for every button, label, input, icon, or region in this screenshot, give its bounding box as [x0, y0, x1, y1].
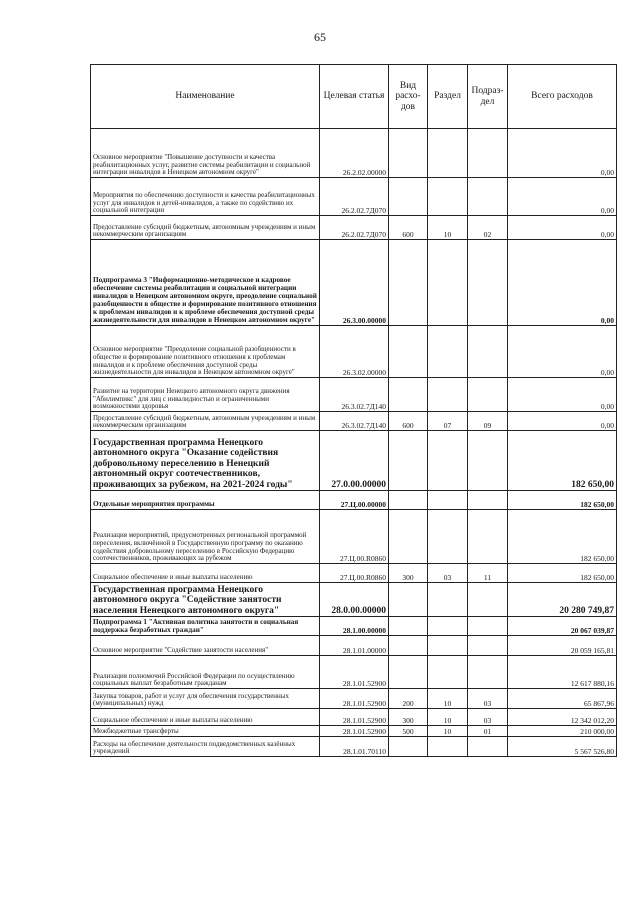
- table-row: [91, 564, 617, 583]
- table-row: [91, 412, 617, 431]
- row-total: 0,00: [508, 129, 617, 178]
- row-name: Социальное обеспечение и иные выплаты населению: [91, 564, 320, 583]
- row-subsection: [468, 583, 508, 617]
- row-total: 182 650,00: [508, 431, 617, 491]
- row-expense-type: [389, 378, 428, 412]
- row-expense-type: 300: [389, 564, 428, 583]
- row-section: [428, 636, 468, 656]
- row-target-article: 27.Ц.00.R0860: [320, 564, 389, 583]
- row-target-article: 28.1.01.70110: [320, 737, 389, 757]
- row-subsection: 01: [468, 726, 508, 737]
- row-total: 210 000,00: [508, 726, 617, 737]
- row-subsection: 09: [468, 412, 508, 431]
- row-total: 20 280 749,87: [508, 583, 617, 617]
- table-row: [91, 129, 617, 178]
- table-row: [91, 326, 617, 378]
- table-row: [91, 378, 617, 412]
- row-name: Подпрограмма 1 "Активная политика занятости и социальная поддержка безработных граждан": [91, 617, 320, 636]
- row-subsection: 11: [468, 564, 508, 583]
- table-row: [91, 709, 617, 726]
- row-name: Социальное обеспечение и иные выплаты населению: [91, 709, 320, 726]
- row-target-article: 28.1.01.52900: [320, 709, 389, 726]
- table-row: [91, 240, 617, 326]
- row-target-article: 28.1.01.00000: [320, 636, 389, 656]
- row-target-article: 26.3.00.00000: [320, 240, 389, 326]
- row-expense-type: [389, 431, 428, 491]
- header-target-article: Целевая статья: [320, 65, 389, 129]
- row-expense-type: 600: [389, 216, 428, 240]
- row-section: [428, 656, 468, 689]
- row-total: 0,00: [508, 216, 617, 240]
- row-subsection: [468, 656, 508, 689]
- row-subsection: [468, 737, 508, 757]
- row-target-article: 27.Ц.00.R0860: [320, 510, 389, 564]
- row-total: 20 067 039,87: [508, 617, 617, 636]
- row-target-article: 28.1.00.00000: [320, 617, 389, 636]
- table-row: [91, 178, 617, 216]
- row-target-article: 27.Ц.00.00000: [320, 491, 389, 510]
- row-expense-type: [389, 326, 428, 378]
- row-target-article: 26.3.02.7Д140: [320, 412, 389, 431]
- page-number: 65: [314, 30, 326, 44]
- table-row: [91, 656, 617, 689]
- table-row: [91, 617, 617, 636]
- row-name: Основное мероприятие "Повышение доступности и качества реабилитационных услуг, развитие системы реабилитации и социальной интеграции инвалидов в Ненецком автономном округе": [91, 129, 320, 178]
- table-row: [91, 726, 617, 737]
- table-row: [91, 689, 617, 709]
- row-expense-type: [389, 656, 428, 689]
- row-expense-type: [389, 617, 428, 636]
- row-expense-type: 500: [389, 726, 428, 737]
- row-subsection: 03: [468, 709, 508, 726]
- row-subsection: [468, 636, 508, 656]
- row-target-article: 28.0.00.00000: [320, 583, 389, 617]
- table-row: [91, 431, 617, 491]
- row-target-article: 26.2.02.00000: [320, 129, 389, 178]
- row-subsection: [468, 240, 508, 326]
- table-row: [91, 583, 617, 617]
- row-target-article: 28.1.01.52900: [320, 689, 389, 709]
- table-header-row: [91, 65, 617, 129]
- table-row: [91, 636, 617, 656]
- row-total: 5 567 526,80: [508, 737, 617, 757]
- row-section: [428, 326, 468, 378]
- header-total: Всего расходов: [508, 65, 617, 129]
- row-target-article: 27.0.00.00000: [320, 431, 389, 491]
- row-name: Подпрограмма 3 "Информационно-методическое и кадровое обеспечение системы реабилитации и социальной интеграции инвалидов в Ненецком автономном округе, преодоление социальной разобщенности в обществе и формирование позитивного отношения к проблемам инвалидов и к проблеме обеспечения доступной среды жизнедеятельности для инвалидов в Ненецком автономном округе": [91, 240, 320, 326]
- header-subsection: Подраз-дел: [468, 65, 508, 129]
- row-subsection: 03: [468, 689, 508, 709]
- row-section: 07: [428, 412, 468, 431]
- row-section: [428, 129, 468, 178]
- row-subsection: [468, 617, 508, 636]
- row-name: Основное мероприятие "Содействие занятости населения": [91, 636, 320, 656]
- row-expense-type: [389, 737, 428, 757]
- row-name: Мероприятия по обеспечению доступности и качества реабилитационных услуг для инвалидов и детей-инвалидов, а также по содействию их социальной интеграции: [91, 178, 320, 216]
- budget-table: [90, 64, 617, 757]
- table-row: [91, 216, 617, 240]
- row-section: 10: [428, 216, 468, 240]
- row-expense-type: [389, 583, 428, 617]
- header-expense-type: Вид расхо-дов: [389, 65, 428, 129]
- row-total: 182 650,00: [508, 510, 617, 564]
- row-target-article: 28.1.01.52900: [320, 656, 389, 689]
- header-name: Наименование: [91, 65, 320, 129]
- row-subsection: [468, 326, 508, 378]
- row-target-article: 28.1.01.52900: [320, 726, 389, 737]
- row-name: Реализация мероприятий, предусмотренных региональной программой переселения, включённой в Государственную программу по оказанию содействия добровольному переселению в Российскую Федерацию соотечественников, проживающих за рубежом: [91, 510, 320, 564]
- row-section: 10: [428, 726, 468, 737]
- row-subsection: [468, 510, 508, 564]
- row-total: 12 617 880,16: [508, 656, 617, 689]
- row-subsection: [468, 378, 508, 412]
- row-subsection: [468, 178, 508, 216]
- row-target-article: 26.2.02.7Д070: [320, 216, 389, 240]
- row-expense-type: 600: [389, 412, 428, 431]
- row-subsection: [468, 491, 508, 510]
- row-section: [428, 491, 468, 510]
- row-section: [428, 737, 468, 757]
- row-subsection: [468, 129, 508, 178]
- row-name: Государственная программа Ненецкого автономного округа "Содействие занятости населения Ненецкого автономного округа": [91, 583, 320, 617]
- row-expense-type: 300: [389, 709, 428, 726]
- row-section: [428, 617, 468, 636]
- row-expense-type: [389, 491, 428, 510]
- row-name: Предоставление субсидий бюджетным, автономным учреждениям и иным некоммерческим организациям: [91, 216, 320, 240]
- row-name: Государственная программа Ненецкого автономного округа "Оказание содействия добровольному переселению в Ненецкий автономный округ соотечественников, проживающих за рубежом, на 2021-2024 годы": [91, 431, 320, 491]
- table-row: [91, 510, 617, 564]
- row-expense-type: [389, 178, 428, 216]
- row-section: 03: [428, 564, 468, 583]
- row-section: [428, 240, 468, 326]
- row-total: 182 650,00: [508, 491, 617, 510]
- row-section: [428, 178, 468, 216]
- row-subsection: 02: [468, 216, 508, 240]
- row-subsection: [468, 431, 508, 491]
- row-total: 12 342 012,20: [508, 709, 617, 726]
- row-section: [428, 431, 468, 491]
- row-section: 10: [428, 709, 468, 726]
- row-section: [428, 510, 468, 564]
- row-target-article: 26.2.02.7Д070: [320, 178, 389, 216]
- row-section: 10: [428, 689, 468, 709]
- row-name: Расходы на обеспечение деятельности подведомственных казённых учреждений: [91, 737, 320, 757]
- row-total: 0,00: [508, 178, 617, 216]
- row-total: 0,00: [508, 378, 617, 412]
- row-expense-type: 200: [389, 689, 428, 709]
- row-target-article: 26.3.02.00000: [320, 326, 389, 378]
- table-row: [91, 737, 617, 757]
- row-target-article: 26.3.02.7Д140: [320, 378, 389, 412]
- row-name: Предоставление субсидий бюджетным, автономным учреждениям и иным некоммерческим организациям: [91, 412, 320, 431]
- row-name: Межбюджетные трансферты: [91, 726, 320, 737]
- row-section: [428, 378, 468, 412]
- header-section: Раздел: [428, 65, 468, 129]
- row-expense-type: [389, 510, 428, 564]
- row-name: Развитие на территории Ненецкого автономного округа движения "Абилимпикс" для лиц с инвалидностью и ограниченными возможностями здоровья: [91, 378, 320, 412]
- row-expense-type: [389, 636, 428, 656]
- row-name: Отдельные мероприятия программы: [91, 491, 320, 510]
- row-total: 0,00: [508, 412, 617, 431]
- row-name: Основное мероприятие "Преодоление социальной разобщенности в обществе и формирование позитивного отношения к проблемам инвалидов и к проблеме обеспечения доступной среды жизнедеятельности для инвалидов в Ненецком автономном округе": [91, 326, 320, 378]
- table-row: [91, 491, 617, 510]
- row-expense-type: [389, 240, 428, 326]
- row-name: Закупка товаров, работ и услуг для обеспечения государственных (муниципальных) нужд: [91, 689, 320, 709]
- row-total: 182 650,00: [508, 564, 617, 583]
- row-expense-type: [389, 129, 428, 178]
- row-total: 20 059 165,81: [508, 636, 617, 656]
- row-total: 0,00: [508, 240, 617, 326]
- row-section: [428, 583, 468, 617]
- row-total: 0,00: [508, 326, 617, 378]
- row-name: Реализация полномочий Российской Федерации по осуществлению социальных выплат безработным гражданам: [91, 656, 320, 689]
- row-total: 65 867,96: [508, 689, 617, 709]
